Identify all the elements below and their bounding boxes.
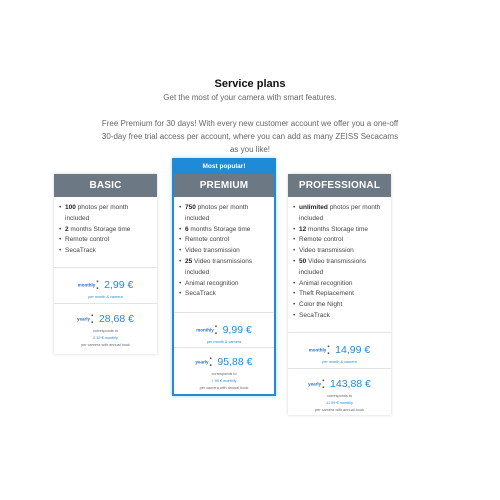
- price-amount: 14,99 €: [335, 343, 371, 356]
- feature-text: months Storage time: [306, 225, 369, 233]
- price-note: 11.99 € monthly: [326, 401, 353, 405]
- feature-item: [293, 289, 387, 300]
- page-title: Service plans: [214, 78, 286, 90]
- plan-name: BASIC: [54, 174, 157, 197]
- price-label: monthly: [196, 327, 214, 333]
- feature-item: [293, 300, 387, 311]
- feature-text: Video transmission: [185, 247, 240, 255]
- feature-item: [293, 279, 387, 290]
- intro-text: Free Premium for 30 days! With every new customer account we offer you a one-off 30-day free trial access per account, where you can add as many ZEISS Secacams as you like!: [101, 119, 399, 154]
- feature-text: photos per month included: [185, 204, 249, 222]
- feature-item: [179, 203, 270, 225]
- feature-highlight: 12: [299, 225, 307, 233]
- feature-text: Remote control: [65, 236, 110, 244]
- feature-text: Animal recognition: [299, 279, 353, 287]
- feature-item: [293, 225, 387, 236]
- feature-highlight: unlimited: [299, 204, 328, 211]
- price-note: 2.39 € monthly: [93, 336, 118, 340]
- feature-item: [293, 203, 387, 225]
- feature-item: [179, 289, 270, 300]
- feature-text: Video transmissions included: [299, 257, 367, 276]
- price-note: per camera with annual book: [81, 343, 130, 347]
- price-label: yearly: [195, 359, 209, 365]
- price-label: yearly: [77, 316, 91, 322]
- feature-item: [59, 203, 153, 225]
- price-label: yearly: [308, 381, 322, 387]
- feature-text: months Storage time: [68, 225, 131, 233]
- price-note: corresponds to: [326, 394, 353, 398]
- price-amount: 28,68 €: [98, 312, 134, 325]
- price-label: monthly: [308, 347, 327, 353]
- feature-highlight: 6: [185, 225, 189, 233]
- feature-text: months Storage time: [188, 225, 251, 233]
- feature-item: [179, 279, 270, 290]
- monthly-price[interactable]: monthly: 14,99 € per month & camera: [288, 332, 391, 368]
- feature-highlight: 100: [65, 204, 76, 211]
- feature-highlight: 750: [185, 204, 196, 211]
- yearly-price[interactable]: yearly: 143,88 € corresponds to 11.99 € monthly per camera with annual book: [288, 368, 391, 415]
- price-amount: 143,88 €: [330, 377, 371, 390]
- plan-card-premium[interactable]: [172, 158, 276, 396]
- plan-name: PREMIUM: [174, 174, 274, 197]
- page-subtitle: Get the most of your camera with smart features.: [163, 93, 337, 102]
- yearly-price[interactable]: yearly: 28,68 € corresponds to 2.39 € monthly per camera with annual book: [54, 303, 157, 354]
- price-note: per camera with annual book: [199, 386, 249, 390]
- feature-highlight: 50: [299, 257, 307, 265]
- feature-text: photos per month included: [65, 204, 129, 222]
- feature-list: [288, 197, 391, 322]
- price-note: 7.99 € monthly: [211, 379, 237, 383]
- plan-card-professional[interactable]: [288, 174, 391, 415]
- plan-name: PROFESSIONAL: [288, 174, 391, 197]
- feature-list: [174, 197, 274, 300]
- feature-item: [59, 246, 153, 257]
- feature-item: [293, 311, 387, 322]
- plan-card-basic[interactable]: [54, 174, 157, 354]
- feature-text: Theft Replacement: [299, 290, 354, 298]
- feature-text: Video transmission: [299, 247, 354, 255]
- price-amount: 95,88 €: [217, 355, 253, 368]
- feature-item: [59, 225, 153, 236]
- feature-text: Animal recognition: [185, 279, 239, 287]
- feature-text: Video transmissions included: [185, 257, 253, 276]
- feature-text: Remote control: [185, 236, 230, 244]
- feature-list: [54, 197, 157, 257]
- feature-item: [293, 246, 387, 257]
- price-note: corresponds to: [211, 372, 237, 376]
- feature-item: [179, 235, 270, 246]
- feature-item: [179, 257, 270, 279]
- price-note: per month & camera: [206, 340, 242, 344]
- feature-item: [179, 246, 270, 257]
- price-label: monthly: [77, 282, 96, 288]
- feature-item: [179, 225, 270, 236]
- feature-item: [293, 235, 387, 246]
- feature-text: SecaTrack: [65, 247, 96, 255]
- monthly-price[interactable]: monthly: 9,99 € per month & camera: [174, 312, 274, 347]
- feature-highlight: 2: [65, 225, 69, 233]
- most-popular-badge: Most popular!: [174, 160, 274, 174]
- feature-text: SecaTrack: [299, 311, 330, 319]
- yearly-price[interactable]: yearly: 95,88 € corresponds to 7.99 € monthly per camera with annual book: [174, 347, 274, 394]
- price-note: per camera with annual book: [315, 408, 364, 412]
- price-amount: 2,99 €: [104, 278, 134, 291]
- monthly-price[interactable]: monthly: 2,99 € per month & camera: [54, 267, 157, 303]
- feature-text: SecaTrack: [185, 290, 216, 298]
- price-note: per month & camera: [88, 295, 123, 299]
- feature-text: Color the Night: [299, 301, 343, 309]
- price-note: corresponds to: [92, 329, 119, 333]
- feature-text: photos per month included: [299, 204, 381, 222]
- price-amount: 9,99 €: [222, 323, 252, 336]
- price-note: per month & camera: [322, 360, 357, 364]
- feature-item: [293, 257, 387, 279]
- feature-highlight: 25: [185, 257, 193, 265]
- feature-item: [59, 235, 153, 246]
- feature-text: Remote control: [299, 236, 344, 244]
